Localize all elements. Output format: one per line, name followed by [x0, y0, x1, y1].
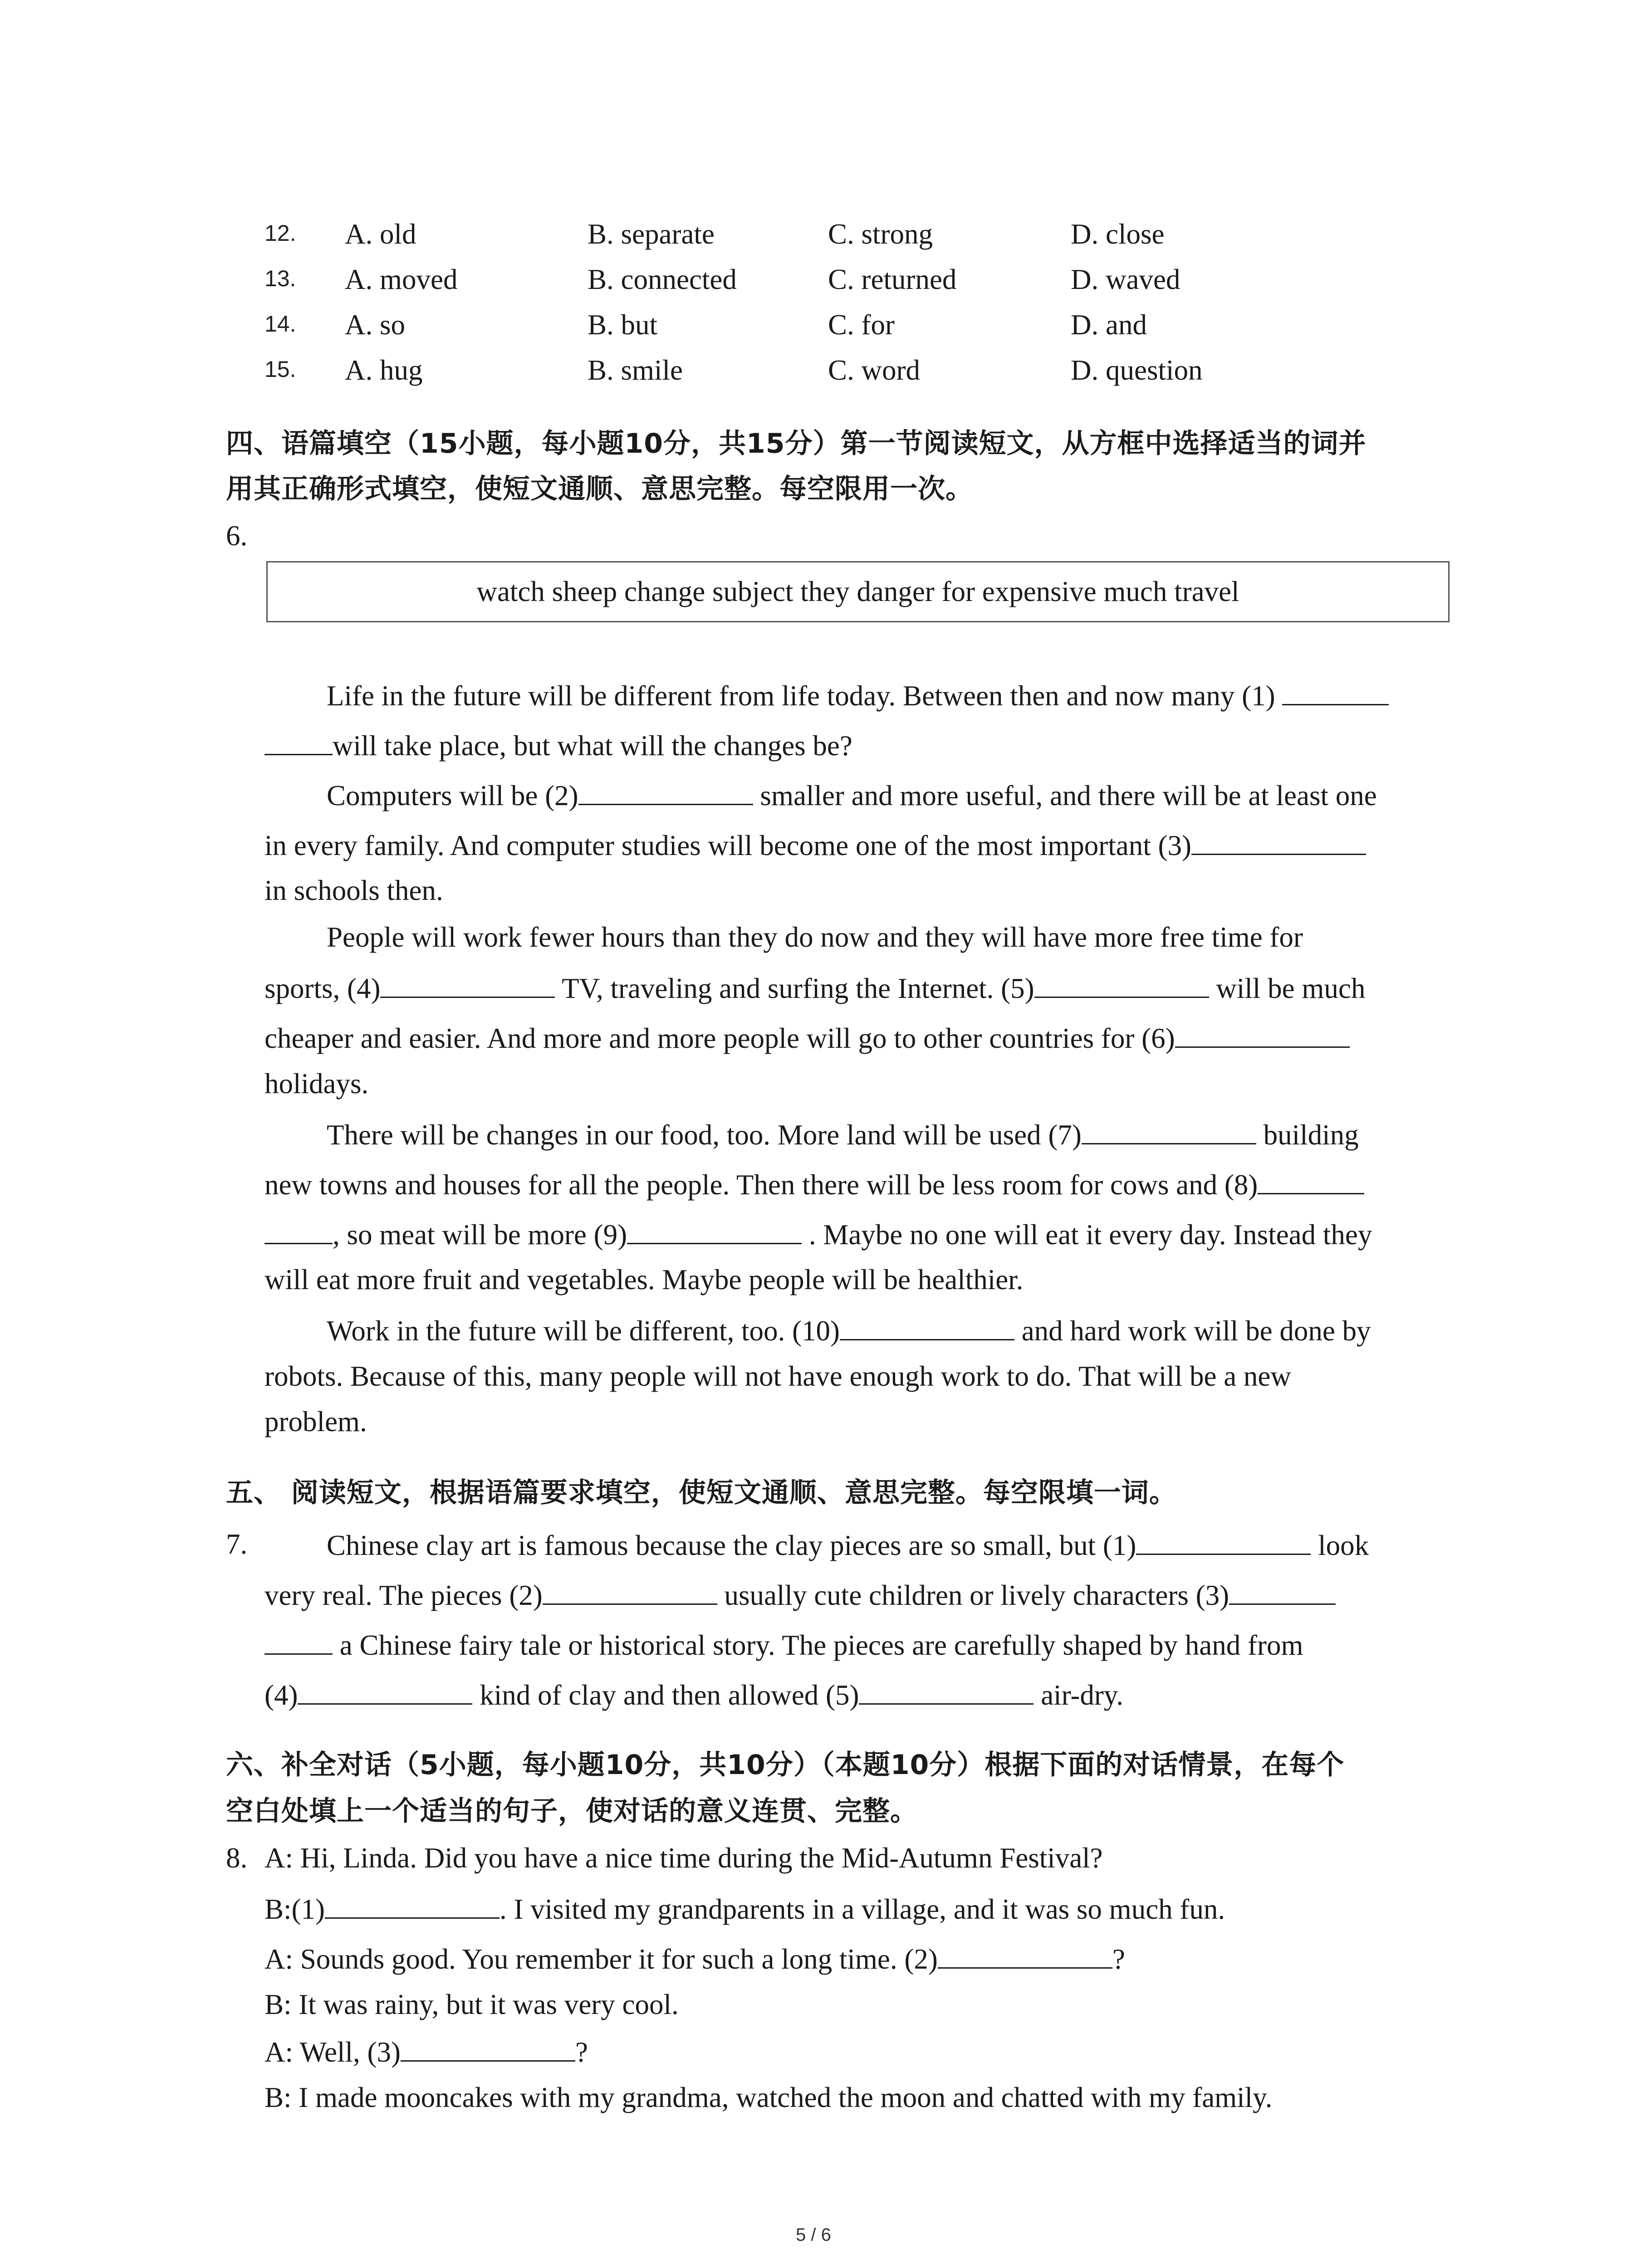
- option-d: D. waved: [1071, 264, 1181, 295]
- dialogue-line: B: It was rainy, but it was very cool.: [265, 1989, 679, 2020]
- blank-5[interactable]: [859, 1680, 1034, 1705]
- option-d: D. and: [1071, 309, 1147, 341]
- passage-line: will take place, but what will the changes be?: [265, 730, 852, 760]
- section4-heading: 四、语篇填空（15小题，每小题10分，共15分）第一节阅读短文，从方框中选择适当的词并: [226, 428, 1367, 459]
- passage-line: holidays.: [265, 1068, 369, 1100]
- option-d: D. question: [1071, 354, 1203, 386]
- page-number: 5 / 6: [796, 2225, 831, 2245]
- question-number: 6.: [226, 520, 248, 552]
- passage-line: Work in the future will be different, too. (10) and hard work will be done by: [327, 1315, 1371, 1347]
- dialogue-line: A: Sounds good. You remember it for such a long time. (2) ?: [265, 1943, 1125, 1975]
- blank-5[interactable]: [1034, 973, 1209, 998]
- question-number: 13.: [265, 266, 296, 291]
- blank-10[interactable]: [840, 1315, 1014, 1340]
- passage-line: a Chinese fairy tale or historical story. The pieces are carefully shaped by hand from: [265, 1630, 1303, 1660]
- option-a: A. old: [345, 218, 416, 250]
- passage-line: (4) kind of clay and then allowed (5) air-dry.: [265, 1679, 1124, 1711]
- blank-2[interactable]: [543, 1580, 717, 1605]
- section4-heading-cont: 用其正确形式填空，使短文通顺、意思完整。每空限用一次。: [226, 473, 973, 505]
- passage-line: , so meat will be more (9) . Maybe no one will eat it every day. Instead they: [265, 1219, 1372, 1249]
- option-c: C. for: [828, 309, 895, 341]
- option-c: C. strong: [828, 218, 933, 250]
- option-a: A. hug: [345, 354, 423, 386]
- option-b: B. smile: [588, 354, 683, 386]
- blank-2[interactable]: [578, 780, 753, 805]
- passage-line: cheaper and easier. And more and more people will go to other countries for (6): [265, 1023, 1350, 1053]
- passage-line: sports, (4) TV, traveling and surfing the Internet. (5) will be much: [265, 973, 1366, 1004]
- word-bank: watch sheep change subject they danger for expensive much travel: [476, 576, 1239, 607]
- passage-line: problem.: [265, 1406, 367, 1437]
- option-b: B. connected: [588, 264, 737, 295]
- blank-3[interactable]: [1229, 1580, 1336, 1605]
- section6-heading: 六、补全对话（5小题，每小题10分，共10分）（本题10分）根据下面的对话情景，在每个: [226, 1749, 1345, 1781]
- blank-4[interactable]: [380, 973, 555, 998]
- blank-1[interactable]: [325, 1894, 500, 1919]
- blank-6[interactable]: [1175, 1023, 1350, 1048]
- passage-line: Computers will be (2) smaller and more useful, and there will be at least one: [327, 780, 1377, 811]
- dialogue-line: B: I made mooncakes with my grandma, watched the moon and chatted with my family.: [265, 2082, 1273, 2113]
- passage-line: will eat more fruit and vegetables. Maybe people will be healthier.: [265, 1264, 1024, 1295]
- dialogue-line: B:(1) . I visited my grandparents in a village, and it was so much fun.: [265, 1893, 1225, 1925]
- question-number: 15.: [265, 357, 296, 382]
- blank-8[interactable]: [1258, 1169, 1364, 1194]
- passage-line: There will be changes in our food, too. More land will be used (7) building: [327, 1119, 1359, 1151]
- passage-line: robots. Because of this, many people will not have enough work to do. That will be a new: [265, 1360, 1291, 1392]
- question-number: 12.: [265, 220, 296, 246]
- option-b: B. separate: [588, 218, 715, 250]
- blank-3[interactable]: [1191, 830, 1366, 855]
- option-c: C. returned: [828, 264, 957, 295]
- passage-line: new towns and houses for all the people. Then there will be less room for cows and (8): [265, 1169, 1364, 1199]
- blank-2[interactable]: [938, 1944, 1112, 1969]
- question-number: 8.: [226, 1842, 248, 1874]
- blank-4[interactable]: [298, 1680, 472, 1705]
- word-bank-box: [266, 561, 1450, 622]
- passage-line: in every family. And computer studies will become one of the most important (3): [265, 830, 1366, 860]
- option-a: A. moved: [345, 264, 458, 295]
- blank-1-cont[interactable]: [265, 730, 333, 755]
- section5-heading: 五、 阅读短文，根据语篇要求填空，使短文通顺、意思完整。每空限填一词。: [226, 1477, 1177, 1509]
- blank-3[interactable]: [401, 2037, 575, 2062]
- question-number: 14.: [265, 311, 296, 337]
- blank-7[interactable]: [1082, 1119, 1256, 1144]
- dialogue-line: A: Hi, Linda. Did you have a nice time during the Mid-Autumn Festival?: [265, 1842, 1103, 1874]
- question-number: 7.: [226, 1528, 248, 1560]
- option-a: A. so: [345, 309, 406, 341]
- dialogue-line: A: Well, (3) ?: [265, 2036, 588, 2068]
- blank-3-cont[interactable]: [265, 1630, 333, 1655]
- option-b: B. but: [588, 309, 658, 341]
- section6-heading-cont: 空白处填上一个适当的句子，使对话的意义连贯、完整。: [226, 1795, 918, 1827]
- passage-line: in schools then.: [265, 875, 443, 906]
- passage-line: Chinese clay art is famous because the clay pieces are so small, but (1) look: [327, 1530, 1369, 1561]
- blank-1[interactable]: [1282, 680, 1389, 705]
- blank-1[interactable]: [1136, 1530, 1311, 1555]
- option-d: D. close: [1071, 218, 1165, 250]
- blank-9[interactable]: [627, 1219, 802, 1244]
- passage-line: Life in the future will be different from life today. Between then and now many (1): [327, 680, 1389, 710]
- blank-8-cont[interactable]: [265, 1219, 333, 1244]
- passage-line: very real. The pieces (2) usually cute children or lively characters (3): [265, 1580, 1336, 1610]
- option-c: C. word: [828, 354, 920, 386]
- passage-line: People will work fewer hours than they do now and they will have more free time for: [327, 921, 1303, 953]
